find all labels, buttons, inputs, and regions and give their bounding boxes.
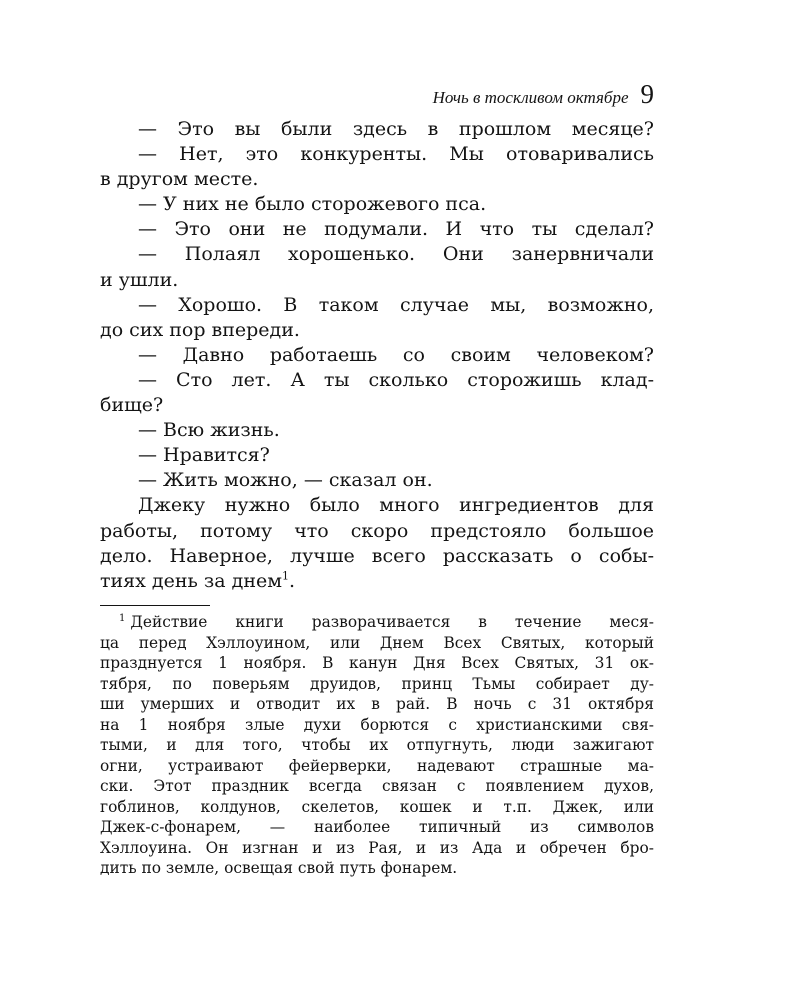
- footnote-line: празднуется 1 ноября. В канун Дня Всех Святых, 31 ок-: [100, 654, 654, 672]
- footnote-line: огни, устраивают фейерверки, надевают страшные ма-: [100, 756, 654, 775]
- text-line: — У них не было сторожевого пса.: [138, 193, 487, 216]
- text-line: бище?: [100, 394, 164, 417]
- page-number: 9: [640, 79, 654, 109]
- text-line: — Всю жизнь.: [138, 419, 280, 442]
- text-line: — Нет, это конкуренты. Мы отоваривались: [138, 143, 654, 166]
- text-line: — Жить можно, — сказал он.: [138, 469, 433, 492]
- text-line: — Нравится?: [138, 444, 270, 467]
- text-line: — Это они не подумали. И что ты сделал?: [138, 218, 654, 241]
- footnote-line: тыми, и для того, чтобы их отпугнуть, люди зажигают: [100, 736, 654, 754]
- footnote-marker: 1: [119, 612, 126, 624]
- text-line: Джеку нужно было много ингредиентов для: [138, 494, 654, 517]
- text-line: — Хорошо. В таком случае мы, возможно,: [138, 293, 654, 316]
- text-line: — Сто лет. А ты сколько сторожишь клад-: [138, 368, 654, 391]
- text-line: и ушли.: [100, 268, 179, 291]
- text-line: — Полаял хорошенько. Они занервничали: [138, 243, 654, 266]
- footnote-line: тября, по поверьям друидов, принц Тьмы собирает ду-: [100, 674, 654, 693]
- footnote-line: Хэллоуина. Он изгнан и из Рая, и из Ада и обречен бро-: [100, 838, 654, 857]
- text-line: работы, потому что скоро предстояло большое: [100, 519, 654, 542]
- text-line-final: [100, 569, 654, 594]
- text-line: — Это вы были здесь в прошлом месяце?: [138, 118, 654, 140]
- text-line-final-content: тиях день за днем: [100, 569, 283, 592]
- footnote-divider: [100, 605, 210, 606]
- final-period: .: [289, 569, 296, 592]
- footnote-line: дить по земле, освещая свой путь фонарем.: [100, 859, 458, 877]
- footnote-reference[interactable]: 1: [282, 569, 290, 583]
- footnote-line: [100, 612, 654, 633]
- text-line: — Давно работаешь со своим человеком?: [138, 343, 654, 366]
- footnote-line: на 1 ноября злые духи борются с христианскими свя-: [100, 715, 654, 734]
- text-line: дело. Наверное, лучше всего рассказать о собы-: [100, 544, 654, 567]
- footnote: [100, 612, 654, 879]
- footnote-line-text: Действие книги разворачивается в течение меся-: [130, 613, 654, 631]
- running-title: Ночь в тоскливом октябре: [432, 88, 629, 107]
- text-line: до сих пор впереди.: [100, 318, 300, 341]
- footnote-line: ши умерших и отводит их в рай. В ночь с 31 октября: [100, 695, 654, 713]
- footnote-line: ца перед Хэллоуином, или Днем Всех Святых, который: [100, 633, 654, 652]
- text-line: в другом месте.: [100, 168, 259, 191]
- main-text: [100, 117, 654, 594]
- footnote-line: гоблинов, колдунов, скелетов, кошек и т.п. Джек, или: [100, 797, 654, 816]
- running-header: [100, 79, 654, 110]
- footnote-line: Джек-с-фонарем, — наиболее типичный из символов: [100, 818, 654, 836]
- footnote-line: ски. Этот праздник всегда связан с появлением духов,: [100, 777, 654, 795]
